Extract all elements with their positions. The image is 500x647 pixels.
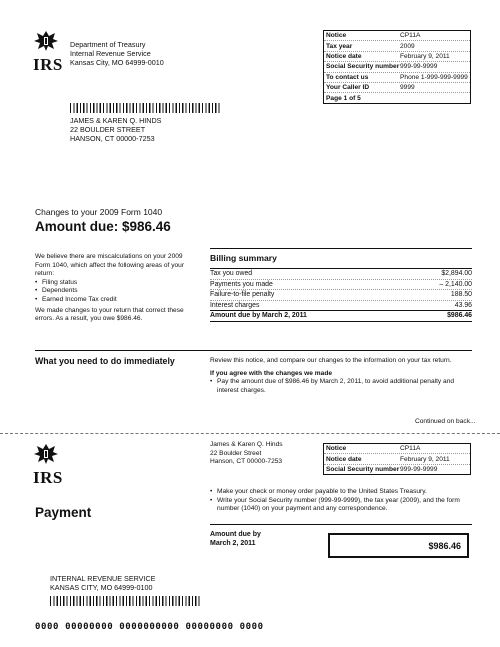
billing-total-label: Amount due by March 2, 2011: [210, 312, 307, 320]
stub-amount-label-line: Amount due by: [210, 531, 261, 538]
amount-due-heading: Amount due: $986.46: [35, 219, 171, 234]
notice-key: Page 1 of 5: [326, 94, 361, 102]
billing-total-value: $986.46: [447, 312, 472, 320]
agency-line: Kansas City, MO 64999-0010: [70, 58, 164, 68]
payment-title: Payment: [35, 505, 92, 520]
agree-heading: If you agree with the changes we made: [210, 369, 333, 377]
stub-notice-value: February 9, 2011: [400, 455, 450, 463]
notice-key: To contact us: [326, 73, 369, 81]
tear-line: [0, 433, 500, 434]
notice-value: February 9, 2011: [400, 52, 450, 60]
explanation: [35, 253, 197, 324]
agency-line: Department of Treasury: [70, 40, 146, 49]
irs-return-address: [50, 574, 155, 592]
notice-key: Notice: [326, 32, 347, 40]
agree-list: [210, 378, 472, 395]
irs-address-line: INTERNAL REVENUE SERVICE: [50, 574, 156, 583]
notice-value: 2009: [400, 42, 415, 50]
recipient-line: 22 BOULDER STREET: [70, 125, 146, 135]
billing-total-row: [210, 311, 472, 322]
notice-value: 999-99-9999: [400, 63, 438, 71]
agency-address: [70, 40, 164, 68]
postal-barcode: [70, 103, 222, 113]
action-heading: What you need to do immediately: [35, 356, 175, 366]
sender-line: Hanson, CT 00000-7253: [210, 458, 283, 466]
eagle-icon: [33, 443, 59, 465]
billing-top-rule: [210, 248, 472, 249]
eagle-icon: [33, 30, 59, 52]
billing-label: Failure-to-file penalty: [210, 291, 275, 299]
stub-amount-label: [210, 531, 261, 548]
stub-bullet: • Make your check or money order payable to the United States Treasury.: [210, 488, 472, 497]
notice-key: Tax year: [326, 42, 353, 50]
notice-value: 9999: [400, 84, 415, 92]
stub-notice-box: [323, 443, 471, 475]
stub-amount-value: $986.46: [428, 540, 461, 551]
stub-irs-logo: [33, 443, 63, 486]
explanation-outro: We made changes to your return that correct these errors. As a result, you owe $986.46.: [35, 306, 184, 323]
stub-notice-value: 999-99-9999: [400, 465, 438, 473]
sender-line: 22 Boulder Street: [210, 449, 262, 457]
action-rule: [35, 350, 472, 351]
stub-bullet: • Write your Social Security number (999-99-9999), the tax year (2009), and the form number (1040) on your payment and any correspondence.: [210, 497, 472, 514]
explanation-intro: We believe there are miscalculations on your 2009 Form 1040, which affect the following areas of your return:: [35, 253, 185, 278]
notice-value: CP11A: [400, 32, 421, 40]
area-item: • Filing status: [35, 279, 197, 288]
billing-label: Payments you made: [210, 280, 273, 288]
billing-value: 188.50: [450, 291, 472, 299]
area-item: • Earned Income Tax credit: [35, 296, 197, 305]
agency-line: Internal Revenue Service: [70, 49, 151, 59]
stub-instructions: [210, 488, 472, 514]
billing-value: 43.96: [454, 301, 472, 309]
billing-row: [210, 290, 472, 301]
notice-key: Notice date: [326, 52, 362, 60]
stub-amount-rule: [210, 524, 472, 525]
notice-value: Phone 1-999-999-9999: [400, 73, 468, 81]
billing-value: $2,894.00: [441, 270, 472, 278]
changes-title: Changes to your 2009 Form 1040: [35, 207, 163, 217]
notice-key: Social Security number: [326, 63, 400, 71]
action-body: [210, 357, 472, 395]
stub-bullets: [210, 488, 472, 514]
stub-amount-box[interactable]: [328, 533, 469, 558]
billing-label: Interest charges: [210, 301, 260, 309]
stub-notice-key: Social Security number: [326, 465, 400, 473]
irs-logo: [33, 30, 63, 73]
irs-logo-text: IRS: [33, 55, 63, 74]
continued-text: Continued on back...: [415, 418, 476, 425]
irs-postal-barcode: [50, 596, 202, 606]
review-text: Review this notice, and compare our changes to the information on your tax return.: [210, 357, 452, 364]
billing-summary: [210, 248, 472, 322]
stub-irs-logo-text: IRS: [33, 468, 63, 487]
billing-row: [210, 280, 472, 291]
stub-sender: [210, 441, 283, 467]
areas-list: [35, 279, 197, 305]
billing-title: Billing summary: [210, 253, 277, 263]
stub-notice-value: CP11A: [400, 445, 421, 453]
notice-box: [323, 30, 471, 104]
area-item: • Dependents: [35, 287, 197, 296]
stub-notice-key: Notice date: [326, 455, 362, 463]
billing-row: [210, 301, 472, 312]
irs-address-line: KANSAS CITY, MO 64999-0100: [50, 583, 153, 593]
recipient-line: JAMES & KAREN Q. HINDS: [70, 116, 162, 125]
stub-amount-label-line: March 2, 2011: [210, 539, 256, 547]
billing-label: Tax you owed: [210, 270, 253, 278]
recipient-address: [70, 116, 161, 144]
sender-line: James & Karen Q. Hinds: [210, 441, 283, 448]
billing-row: [210, 269, 472, 280]
stub-notice-key: Notice: [326, 445, 347, 453]
notice-key: Your Caller ID: [326, 84, 370, 92]
billing-value: – 2,140.00: [439, 280, 472, 288]
agree-item: • Pay the amount due of $986.46 by March 2, 2011, to avoid additional penalty and interest charges.: [210, 378, 472, 395]
scanline: 0000 00000000 0000000000 00000000 0000: [35, 622, 264, 632]
recipient-line: HANSON, CT 00000-7253: [70, 134, 155, 144]
